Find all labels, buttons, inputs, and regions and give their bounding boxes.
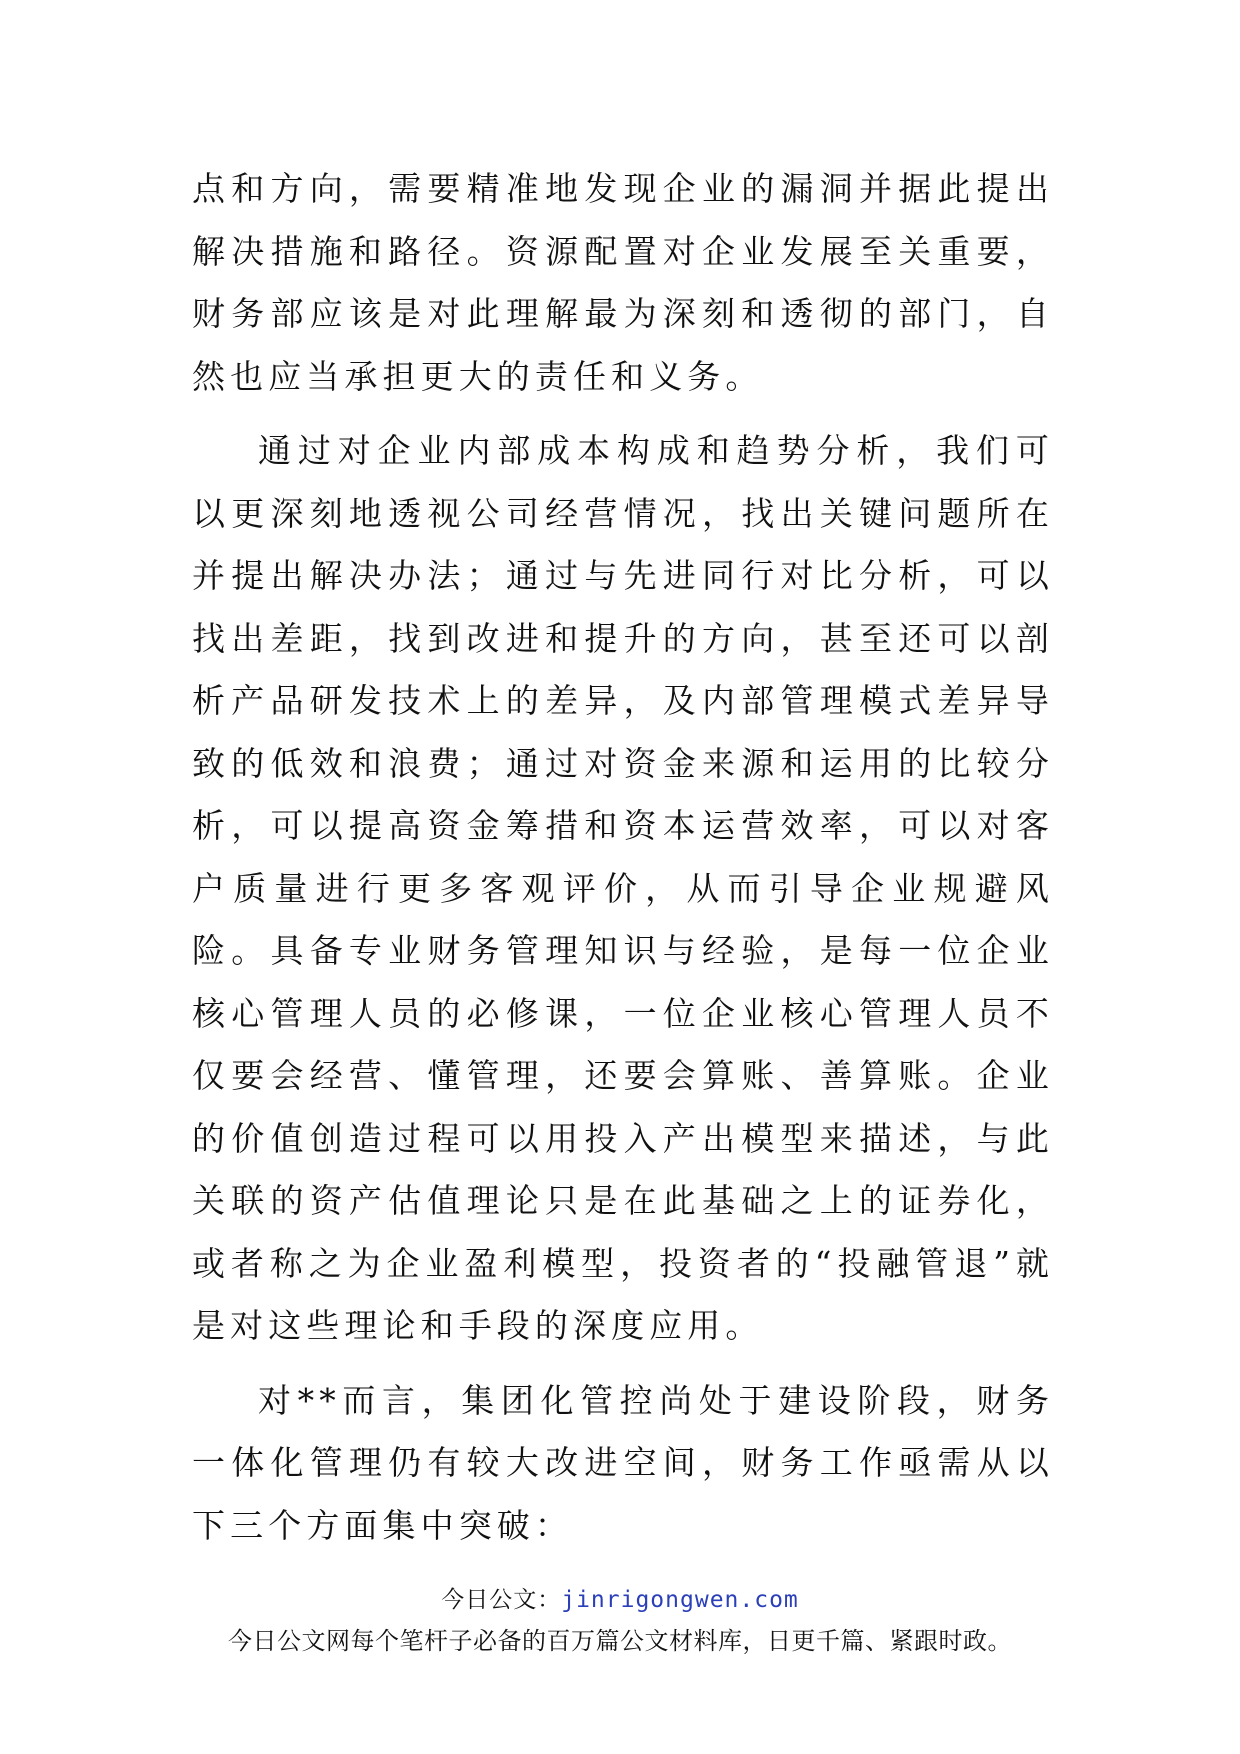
paragraph-continued: 点和方向，需要精准地发现企业的漏洞并据此提出解决措施和路径。资源配置对企业发展至关重要，财务部应该是对此理解最为深刻和透彻的部门，自然也应当承担更大的责任和义务。	[192, 169, 1054, 396]
footer-slogan: 今日公文网每个笔杆子必备的百万篇公文材料库，日更千篇、紧跟时政。	[228, 1627, 1012, 1655]
document-body	[192, 158, 1054, 1569]
paragraph-breakthrough-intro: 对**而言，集团化管控尚处于建设阶段，财务一体化管理仍有较大改进空间，财务工作亟需从以下三个方面集中突破：	[192, 1380, 1054, 1545]
footer-site-url[interactable]: jinrigongwen.com	[561, 1587, 799, 1613]
footer-site-label: 今日公文：	[441, 1587, 562, 1613]
paragraph-cost-analysis: 通过对企业内部成本构成和趋势分析，我们可以更深刻地透视公司经营情况，找出关键问题所在并提出解决办法；通过与先进同行对比分析，可以找出差距，找到改进和提升的方向，甚至还可以剖析产品研发技术上的差异，及内部管理模式差异导致的低效和浪费；通过对资金来源和运用的比较分析，可以提高资金筹措和资本运营效率，可以对客户质量进行更多客观评价，从而引导企业规避风险。具备专业财务管理知识与经验，是每一位企业核心管理人员的必修课，一位企业核心管理人员不仅要会经营、懂管理，还要会算账、善算账。企业的价值创造过程可以用投入产出模型来描述，与此关联的资产估值理论只是在此基础之上的证券化，或者称之为企业盈利模型，投资者的“投融管退”就是对这些理论和手段的深度应用。	[192, 431, 1054, 1345]
footer-site-line	[0, 1585, 1240, 1615]
